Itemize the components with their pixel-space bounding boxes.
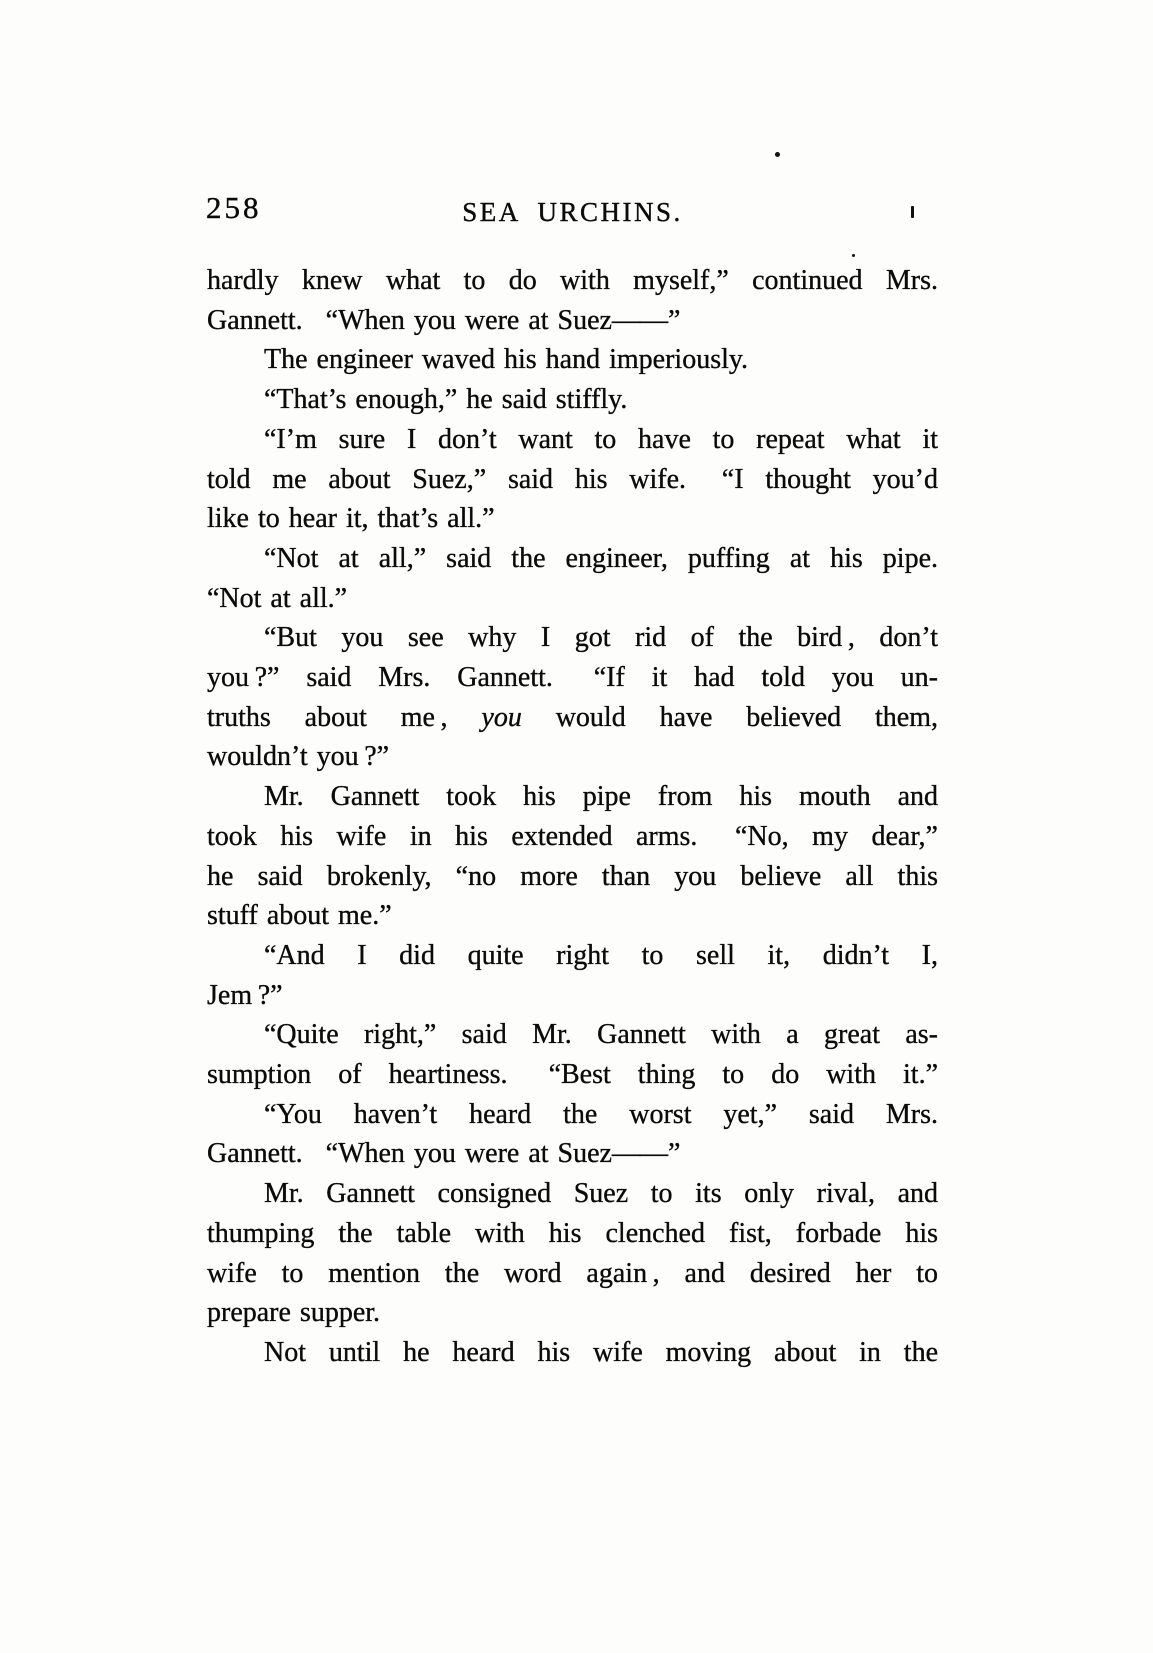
text-line: stuff about me.”: [207, 900, 392, 932]
scan-speck-icon: [775, 152, 780, 157]
text-line: Jem ?”: [207, 979, 283, 1011]
text-line: told me about Suez,” said his wife. “I thought you’d: [207, 463, 938, 495]
text-line: Not until he heard his wife moving about in the: [264, 1336, 938, 1368]
text-line: thumping the table with his clenched fist, forbade his: [207, 1217, 938, 1249]
text-line: prepare supper.: [207, 1297, 381, 1329]
text-line: Gannett. “When you were at Suez——”: [207, 1138, 681, 1170]
text-line: Gannett. “When you were at Suez——”: [207, 304, 681, 336]
text-line: truths about me , you would have believed them,: [207, 701, 938, 733]
text-line: “And I did quite right to sell it, didn’t I,: [264, 939, 938, 971]
text-line: Mr. Gannett took his pipe from his mouth and: [264, 781, 938, 813]
page-number: 258: [206, 190, 262, 225]
text-line: he said brokenly, “no more than you believe all this: [207, 860, 938, 892]
text-line: “You haven’t heard the worst yet,” said Mrs.: [264, 1098, 938, 1130]
text-line: wouldn’t you ?”: [207, 741, 390, 773]
scan-speck-icon: [852, 254, 855, 257]
text-line: you ?” said Mrs. Gannett. “If it had told you un-: [207, 662, 938, 694]
text-line: “But you see why I got rid of the bird , don’t: [264, 622, 938, 654]
text-line: Mr. Gannett consigned Suez to its only rival, and: [264, 1178, 938, 1210]
text-line: hardly knew what to do with myself,” continued Mrs.: [207, 265, 938, 296]
text-line: like to hear it, that’s all.”: [207, 503, 495, 535]
page-text: [207, 261, 938, 1373]
text-line: took his wife in his extended arms. “No, my dear,”: [207, 820, 938, 852]
text-line: sumption of heartiness. “Best thing to do with it.”: [207, 1059, 938, 1091]
running-title: SEA URCHINS.: [462, 197, 683, 227]
text-line: “Not at all.”: [207, 582, 348, 614]
running-header: [207, 197, 938, 228]
text-line: “That’s enough,” he said stiffly.: [264, 384, 628, 416]
text-line: wife to mention the word again , and desired her to: [207, 1257, 938, 1289]
text-line: “Not at all,” said the engineer, puffing at his pipe.: [264, 542, 938, 574]
text-line: “Quite right,” said Mr. Gannett with a great as-: [264, 1019, 938, 1051]
scan-mark-icon: [911, 206, 914, 218]
text-line: The engineer waved his hand imperiously.: [264, 344, 749, 376]
text-line: “I’m sure I don’t want to have to repeat what it: [264, 423, 938, 455]
